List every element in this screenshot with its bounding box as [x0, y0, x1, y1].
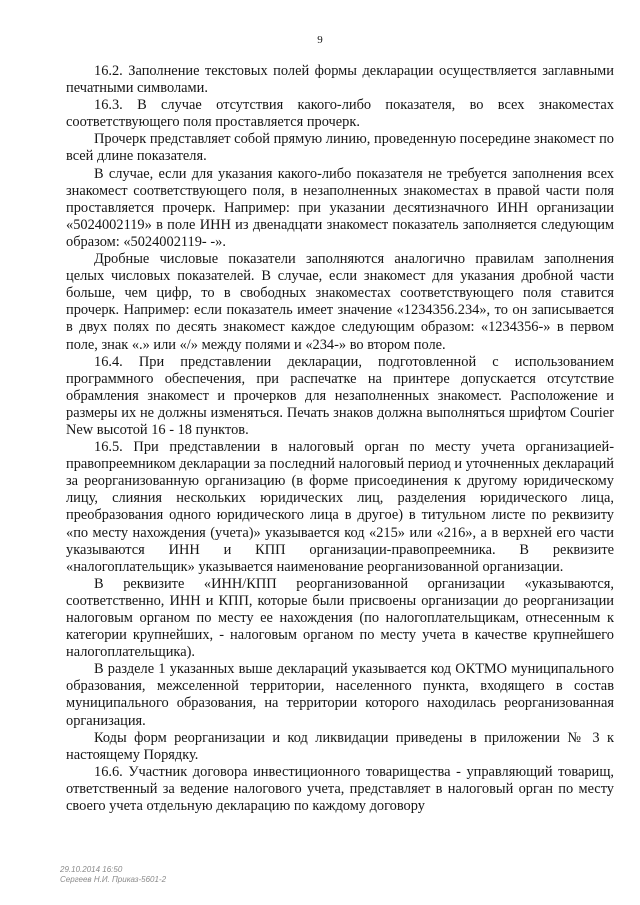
paragraph-16-4: 16.4. При представлении декларации, подготовленной с использованием программного обеспечения, при распечатке на принтере допускается отсутствие обрамления знакомест и прочерков для незаполненных знакомест. Расположение и размеры их не должны изменяться. Печать знаков должна выполняться шрифтом Courier New высотой 16 - 18 пунктов.	[66, 353, 614, 438]
footer-document-ref: Сергеев Н.И. Приказ-5601-2	[60, 875, 167, 884]
paragraph-dash-definition: Прочерк представляет собой прямую линию, проведенную посередине знакомест по всей длине показателя.	[66, 131, 614, 165]
paragraph-reorg-codes: Коды форм реорганизации и код ликвидации приведены в приложении № 3 к настоящему Порядку.	[66, 729, 614, 763]
paragraph-16-5: 16.5. При представлении в налоговый орган по месту учета организацией-правопреемником декларации за последний налоговый период и уточненных деклараций за реорганизованную организацию (в форме присоединения к другому юридическому лицу, слияния нескольких юридических лиц, разделения юридического лица, преобразования одного юридического лица в другое) в титульном листе по реквизиту «по месту нахождения (учета)» указывается код «215» или «216», а в верхней его части указываются ИНН и КПП организации-правопреемника. В реквизите «налогоплательщик» указывается наименование реорганизованной организации.	[66, 439, 614, 575]
paragraph-inn-kpp: В реквизите «ИНН/КПП реорганизованной организации «указываются, соответственно, ИНН и КПП, которые были присвоены организации до реорганизации налоговым органом по месту ее нахождения (по налогоплательщикам, отнесенным к категории крупнейших, - налоговым органом по месту учета в качестве крупнейшего налогоплательщика).	[66, 575, 614, 661]
footer-timestamp: 29.10.2014 16:50	[60, 865, 123, 874]
paragraph-16-3: 16.3. В случае отсутствия какого-либо показателя, во всех знакоместах соответствующего поля проставляется прочерк.	[66, 97, 614, 131]
page-number: 9	[317, 34, 323, 46]
document-body	[66, 63, 614, 815]
paragraph-oktmo: В разделе 1 указанных выше деклараций указывается код ОКТМО муниципального образования, межселенной территории, населенного пункта, входящего в состав муниципального образования, на территории которого находилась реорганизованная организация.	[66, 661, 614, 729]
footer-stamp	[60, 865, 166, 885]
paragraph-dash-example: В случае, если для указания какого-либо показателя не требуется заполнения всех знакомест соответствующего поля, в незаполненных знакоместах в правой части поля проставляется прочерк. Например: при указании десятизначного ИНН организации «5024002119» в поле ИНН из двенадцати знакомест показатель заполняется следующим образом: «5024002119- -».	[66, 165, 614, 250]
paragraph-16-6: 16.6. Участник договора инвестиционного товарищества - управляющий товарищ, ответственный за ведение налогового учета, представляет в налоговый орган по месту своего учета отдельную декларацию по каждому договору	[66, 763, 614, 815]
paragraph-fractional: Дробные числовые показатели заполняются аналогично правилам заполнения целых числовых показателей. В случае, если знакомест для указания дробной части больше, чем цифр, то в свободных знакоместах соответствующего поля ставится прочерк. Например: если показатель имеет значение «1234356.234», то он записывается в двух полях по десять знакомест каждое следующим образом: «1234356-» в первом поле, знак «.» или «/» между полями и «234-» во втором поле.	[66, 251, 614, 353]
paragraph-16-2: 16.2. Заполнение текстовых полей формы декларации осуществляется заглавными печатными символами.	[66, 63, 614, 97]
